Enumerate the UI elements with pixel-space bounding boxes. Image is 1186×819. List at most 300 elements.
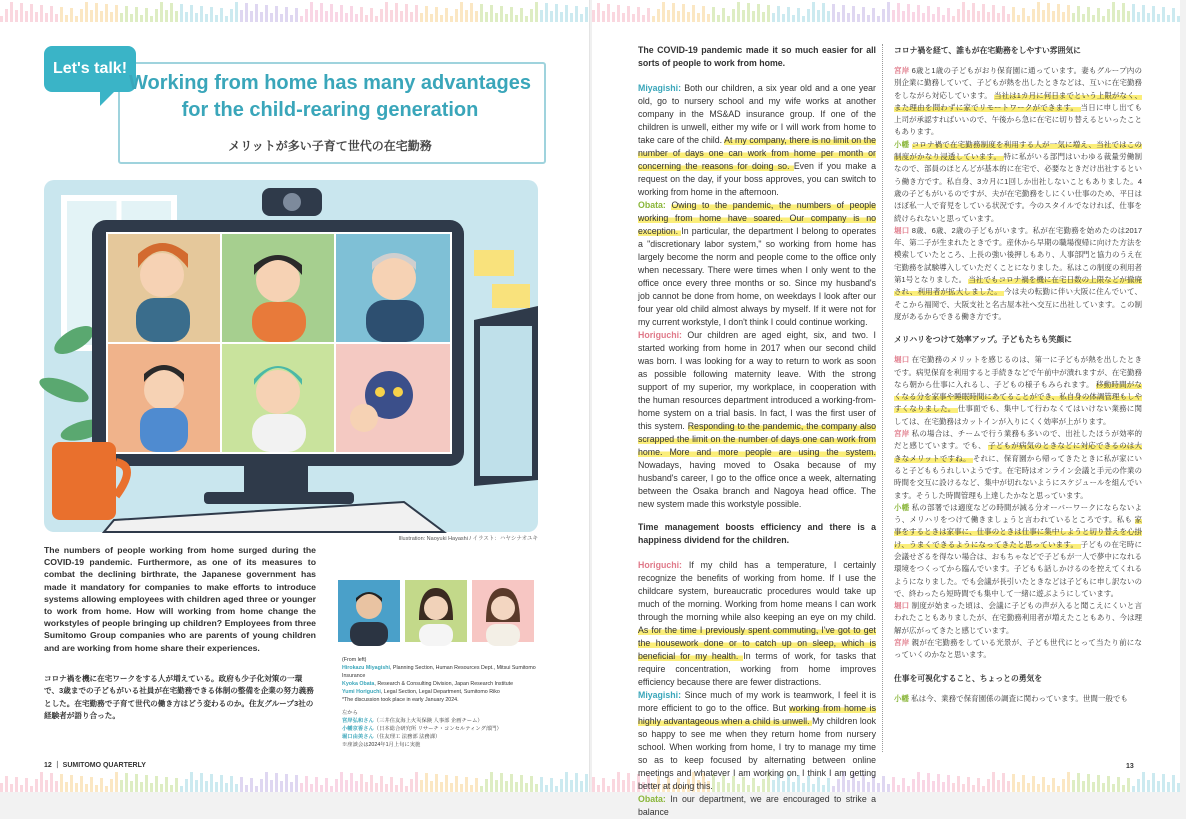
highlighted-text: 家事をするときは家事に、仕事のときは仕事に集中しようと切り替えを心掛け、うまくできるようになってきたと思っています。 — [894, 515, 1142, 549]
stripe-bar — [962, 784, 965, 792]
stripe-bar — [717, 15, 720, 22]
stripe-bar — [430, 781, 433, 792]
stripe-bar — [1047, 3, 1050, 22]
stripe-bar — [215, 782, 218, 792]
speaker-name: Miyagishi: — [638, 690, 685, 700]
stripe-bar — [235, 784, 238, 792]
stripe-bar — [757, 4, 760, 22]
stripe-bar — [245, 3, 248, 22]
stripe-bar — [325, 778, 328, 792]
stripe-bar — [195, 780, 198, 792]
section-heading-en-2: Time management boosts efficiency and there is a happiness dividend for the children. — [638, 522, 876, 545]
stripe-bar — [932, 14, 935, 22]
stripe-bar — [997, 13, 1000, 22]
right-page — [592, 0, 1180, 817]
stripe-bar — [1142, 772, 1145, 792]
stripe-bar — [320, 785, 323, 792]
stripe-bar — [1172, 8, 1175, 22]
stripe-bar — [1062, 12, 1065, 22]
stripe-bar — [255, 4, 258, 22]
stripe-bar — [602, 778, 605, 792]
stripe-bar — [520, 8, 523, 22]
profile-entry — [342, 717, 542, 725]
section-heading-jp-1: コロナ禍を経て、誰もが在宅勤務をしやすい雰囲気に — [894, 46, 1081, 55]
stripe-bar — [150, 783, 153, 792]
stripe-bar — [1162, 7, 1165, 22]
stripe-bar — [165, 10, 168, 22]
stripe-bar — [270, 13, 273, 22]
stripe-bar — [265, 5, 268, 22]
highlighted-text: 当社でもコロナ禍を機に在宅日数の上限などが撤廃され、利用者が拡大しました。 — [894, 275, 1142, 297]
stripe-bar — [957, 9, 960, 22]
profiles-from-left: (From left) — [342, 657, 367, 663]
stripe-bar — [1052, 11, 1055, 22]
stripe-bar — [597, 785, 600, 792]
stripe-bar — [617, 772, 620, 792]
stripe-bar — [1127, 11, 1130, 22]
stripe-bar — [60, 774, 63, 792]
stripe-bar — [20, 785, 23, 792]
profile-name: 堀口由美さん — [342, 734, 374, 740]
stripe-bar — [435, 7, 438, 22]
stripe-bar — [722, 8, 725, 22]
stripe-bar — [475, 778, 478, 792]
stripe-bar — [50, 6, 53, 22]
stripe-bar — [285, 774, 288, 792]
stripe-bar — [1107, 9, 1110, 22]
stripe-bar — [380, 776, 383, 792]
stripe-bar — [400, 11, 403, 22]
stripe-bar — [480, 4, 483, 22]
stripe-bar — [350, 6, 353, 22]
paragraph-text: 親が在宅勤務をしている光景が、子ども世代にとって当たり前になっていくのかなと思います。 — [894, 638, 1142, 660]
stripe-bar — [80, 9, 83, 22]
highlighted-text: At my company, there is no limit on the number of days one can work from home per month or concerning the reasons for doing so. — [638, 135, 876, 171]
stripe-bar — [65, 782, 68, 792]
stripe-bar — [787, 7, 790, 22]
stripe-bar — [75, 783, 78, 792]
stripe-bar — [15, 777, 18, 792]
stripe-bar — [35, 779, 38, 792]
stripe-bar — [10, 784, 13, 792]
stripe-bar — [310, 784, 313, 792]
stripe-bar — [897, 785, 900, 792]
stripe-bar — [1092, 782, 1095, 792]
stripe-bar — [530, 776, 533, 792]
stripe-bar — [300, 783, 303, 792]
stripe-bar — [110, 779, 113, 792]
stripe-bar — [977, 778, 980, 792]
section-heading-en-1: The COVID-19 pandemic made it so much easier for all sorts of people to work from home. — [638, 45, 876, 68]
stripe-bar — [677, 11, 680, 22]
stripe-bar — [1022, 8, 1025, 22]
stripe-bar — [1057, 786, 1060, 792]
stripe-bar — [877, 16, 880, 22]
stripe-bar — [1107, 776, 1110, 792]
stripe-bar — [1077, 6, 1080, 22]
stripe-bar — [90, 777, 93, 792]
stripe-bar — [260, 779, 263, 792]
stripe-bar — [345, 780, 348, 792]
stripe-bar — [1122, 785, 1125, 792]
paragraph — [638, 793, 876, 819]
stripe-bar — [25, 778, 28, 792]
paragraph — [894, 428, 1142, 502]
stripe-bar — [802, 16, 805, 22]
stripe-bar — [657, 9, 660, 22]
paragraph-text: Since much of my work is teamwork, I feel it is more efficient to go to the office. But — [638, 690, 876, 713]
stripe-bar — [1007, 781, 1010, 792]
stripe-bar — [95, 3, 98, 22]
speaker-name: 堀口 — [894, 601, 912, 611]
stripe-bar — [25, 11, 28, 22]
stripe-bar — [1087, 7, 1090, 22]
stripe-bar — [120, 13, 123, 22]
stripe-bar — [907, 786, 910, 792]
stripe-bar — [490, 5, 493, 22]
paragraph-text: 8歳、6歳、2歳の子どもがいます。私が在宅勤務を始めたのは2017年、第二子が生まれたときです。産休から早期の職場復帰に向けた方法を模索していたところ、上長の強い後押しもあり、人事部門と協力のうえ在宅勤務を試験導入していただくことになりました。私はこの制度の利用者第1号となりました。 — [894, 225, 1142, 285]
profiles-jp-list — [342, 717, 542, 741]
stripe-bar — [50, 773, 53, 792]
stripe-bar — [160, 784, 163, 792]
stripe-bar — [230, 9, 233, 22]
stripe-bar — [607, 4, 610, 22]
stripe-bar — [1117, 777, 1120, 792]
stripe-bar — [360, 774, 363, 792]
stripe-bar — [555, 4, 558, 22]
paragraph-text: 今は夫の転勤に伴い大阪に住んでいて、そこから福岡で、大阪支社と名古屋本社へ交互に出社しています。この制度があるからできる働き方です。 — [894, 287, 1142, 321]
stripe-bar — [807, 9, 810, 22]
stripe-bar — [210, 7, 213, 22]
stripe-bar — [355, 14, 358, 22]
stripe-bar — [1007, 14, 1010, 22]
stripe-bar — [565, 5, 568, 22]
profile-name: 小幡京香さん — [342, 726, 374, 732]
stripe-bar — [320, 3, 323, 22]
paragraph — [894, 637, 1142, 662]
decorative-stripe — [0, 0, 590, 22]
stripe-bar — [215, 15, 218, 22]
stripe-bar — [140, 782, 143, 792]
stripe-bar — [410, 779, 413, 792]
stripe-bar — [10, 2, 13, 22]
stripe-bar — [250, 778, 253, 792]
english-column — [638, 44, 876, 819]
stripe-bar — [175, 11, 178, 22]
stripe-bar — [55, 14, 58, 22]
highlighted-text: As for the time I previously spent commuting, I've got to get the housework done or to catch up on sleep, which is beneficial for my health. — [638, 625, 876, 661]
stripe-bar — [225, 16, 228, 22]
profiles-jp-note: ※座談会は2024年1月上旬に実施 — [342, 742, 421, 748]
stripe-bar — [580, 781, 583, 792]
stripe-bar — [1017, 782, 1020, 792]
stripe-bar — [882, 776, 885, 792]
stripe-bar — [370, 775, 373, 792]
stripe-bar — [747, 3, 750, 22]
stripe-bar — [1127, 778, 1130, 792]
stripe-bar — [822, 3, 825, 22]
stripe-bar — [570, 780, 573, 792]
paragraph — [894, 139, 1142, 225]
stripe-bar — [922, 13, 925, 22]
stripe-bar — [385, 2, 388, 22]
paragraph — [894, 502, 1142, 600]
stripe-bar — [495, 13, 498, 22]
stripe-bar — [545, 785, 548, 792]
stripe-bar — [270, 780, 273, 792]
stripe-bar — [415, 772, 418, 792]
stripe-bar — [220, 775, 223, 792]
stripe-bar — [255, 786, 258, 792]
stripe-bar — [1122, 3, 1125, 22]
stripe-bar — [170, 785, 173, 792]
stripe-bar — [355, 781, 358, 792]
stripe-bar — [1067, 772, 1070, 792]
stripe-bar — [837, 12, 840, 22]
stripe-bar — [445, 8, 448, 22]
stripe-bar — [967, 10, 970, 22]
stripe-bar — [120, 780, 123, 792]
illustration-credit: Illustration: Naoyuki Hayashi / イラスト：ハヤシナオユキ — [398, 536, 538, 542]
stripe-bar — [490, 772, 493, 792]
stripe-bar — [575, 773, 578, 792]
paragraph-text: 私は今、業務で保育園係の調査に関わっています。世間一般でも — [911, 693, 1128, 703]
section-body-jp-3 — [894, 693, 1142, 705]
stripe-bar — [1132, 4, 1135, 22]
stripe-bar — [982, 786, 985, 792]
stripe-bar — [155, 776, 158, 792]
paragraph-text: 在宅勤務のメリットを感じるのは、第一に子どもが熱を出したときです。病児保育を利用すると手続きなどで午前中が潰れますが、在宅勤務なら朝から仕事に入れるし、子どもの様子もみられます。 — [894, 355, 1142, 389]
stripe-bar — [632, 14, 635, 22]
stripe-bar — [505, 781, 508, 792]
highlighted-text: 移動時間がなくなる分を家事や睡眠時間にあてることができ、私自身の体調管理もしやすくなりました。 — [894, 379, 1143, 414]
stripe-bar — [540, 777, 543, 792]
stripe-bar — [40, 772, 43, 792]
stripe-bar — [150, 16, 153, 22]
stripe-bar — [365, 15, 368, 22]
stripe-bar — [852, 6, 855, 22]
stripe-bar — [480, 786, 483, 792]
paragraph-text: 子どもの在宅時に会議せざるを得ない場合は、おもちゃなどで子どもが一人で夢中になれる環境をつくってから臨んでいます。子どもも話しかけるのを控えてくれるようになりました。でも会議が長引いたときなどは子どもに申し訳ないので、終わったら短時間でも集中して一緒に遊ぶようにしています。 — [894, 539, 1143, 598]
left-page — [0, 0, 590, 792]
stripe-bar — [85, 2, 88, 22]
stripe-bar — [607, 786, 610, 792]
stripe-bar — [565, 772, 568, 792]
stripe-bar — [105, 786, 108, 792]
profiles-jp-from-left: 左から — [342, 710, 358, 716]
stripe-bar — [827, 11, 830, 22]
stripe-bar — [390, 10, 393, 22]
stripe-bar — [627, 6, 630, 22]
stripe-bar — [832, 4, 835, 22]
stripe-bar — [992, 5, 995, 22]
stripe-bar — [612, 12, 615, 22]
profile-description: , Research & Consulting Division, Japan Research Institute — [374, 681, 514, 687]
profile-description: （三井住友海上火災保険 人事部 企画チーム） — [373, 718, 483, 724]
stripe-bar — [205, 14, 208, 22]
stripe-bar — [555, 786, 558, 792]
stripe-bar — [420, 13, 423, 22]
paragraph-text: 仕事面でも、集中して行わなくてはいけない業務に関しては、在宅勤務はカットインが入りにくく効率が上がります。 — [894, 404, 1142, 426]
stripe-bar — [295, 775, 298, 792]
paragraph-text: In our department, we are encouraged to strike a balance — [638, 794, 876, 817]
stripe-bar — [455, 9, 458, 22]
stripe-bar — [450, 16, 453, 22]
stripe-bar — [1052, 778, 1055, 792]
speaker-name: 宮岸 — [894, 638, 912, 648]
stripe-bar — [575, 6, 578, 22]
speaker-name: 小幡 — [894, 693, 912, 703]
paragraph-text: My children look so happy to see me when they return home from nursery school. When working from home, I try to manage my time so as to keep focused by alternating between online meetings and whatever I am working on. I think I am getting better at doing this. — [638, 716, 876, 791]
stripe-bar — [982, 4, 985, 22]
stripe-bar — [622, 13, 625, 22]
stripe-bar — [210, 774, 213, 792]
stripe-bar — [20, 3, 23, 22]
stripe-bar — [1012, 7, 1015, 22]
stripe-bar — [737, 2, 740, 22]
paragraph — [638, 199, 876, 329]
stripe-bar — [817, 10, 820, 22]
stripe-bar — [205, 781, 208, 792]
section-body-en-2 — [638, 559, 876, 819]
stripe-bar — [405, 786, 408, 792]
stripe-bar — [380, 9, 383, 22]
stripe-bar — [485, 779, 488, 792]
profile-description: （住友理工 法務部 法務課） — [373, 734, 441, 740]
participant-profiles — [342, 656, 542, 749]
stripe-bar — [155, 9, 158, 22]
paragraph — [894, 225, 1142, 323]
stripe-bar — [280, 781, 283, 792]
stripe-bar — [937, 7, 940, 22]
stripe-bar — [45, 780, 48, 792]
stripe-bar — [135, 7, 138, 22]
stripe-bar — [390, 777, 393, 792]
stripe-bar — [15, 10, 18, 22]
stripe-bar — [85, 784, 88, 792]
paragraph — [638, 82, 876, 199]
stripe-bar — [240, 777, 243, 792]
profile-entry — [342, 688, 542, 696]
stripe-bar — [627, 773, 630, 792]
stripe-bar — [952, 16, 955, 22]
stripe-bar — [997, 780, 1000, 792]
speaker-name: Miyagishi: — [638, 83, 685, 93]
subtitle-jp: メリットが多い子育て世代の在宅勤務 — [228, 139, 432, 153]
section-heading-jp-2: メリハリをつけて効率アップ。子どもたちも笑顔に — [894, 335, 1072, 345]
stripe-bar — [967, 777, 970, 792]
stripe-bar — [100, 11, 103, 22]
stripe-bar — [742, 10, 745, 22]
title-line-2: for the child-rearing generation — [181, 99, 479, 121]
highlighted-text: Owing to the pandemic, the numbers of people working from home have soared. Our company is no exception. — [638, 200, 876, 236]
speaker-name: Obata: — [638, 200, 672, 210]
stripe-bar — [762, 12, 765, 22]
profile-description: , Legal Section, Legal Department, Sumitomo Riko — [380, 689, 500, 695]
stripe-bar — [40, 5, 43, 22]
stripe-bar — [1167, 15, 1170, 22]
stripe-bar — [592, 777, 595, 792]
stripe-bar — [510, 7, 513, 22]
stripe-bar — [560, 12, 563, 22]
stripe-bar — [1057, 4, 1060, 22]
stripe-bar — [175, 778, 178, 792]
video-call-illustration — [44, 180, 538, 532]
stripe-bar — [812, 2, 815, 22]
paragraph-text: 私の部署では適度などの時間が減る分オーバーワークにならないよう、メリハリをつけて働きましょうと言われているところです。私も — [894, 502, 1143, 525]
stripe-bar — [662, 2, 665, 22]
speaker-name: 堀口 — [894, 355, 912, 365]
stripe-bar — [360, 7, 363, 22]
stripe-bar — [170, 3, 173, 22]
stripe-bar — [877, 783, 880, 792]
highlighted-text: working from home is highly advantageous when a child is unwell. — [638, 703, 876, 726]
profile-description: , Planning Section, Human Resources Dept., Mitsui Sumitomo Insurance — [342, 665, 536, 679]
stripe-bar — [245, 785, 248, 792]
profiles-en-list — [342, 664, 542, 696]
stripe-bar — [550, 11, 553, 22]
stripe-bar — [972, 3, 975, 22]
stripe-bar — [1177, 783, 1180, 792]
illustration-svg — [44, 180, 538, 532]
stripe-bar — [942, 15, 945, 22]
stripe-bar — [580, 14, 583, 22]
paragraph-text: 制度が始まった頃は、会議に子どもの声が入ると聞こえにくいと言われたこともありましたが、在宅勤務利用者が増えたこともあり、今は理解が広がってきたと感じています。 — [894, 601, 1142, 635]
stripe-bar — [1102, 16, 1105, 22]
stripe-bar — [325, 11, 328, 22]
stripe-bar — [160, 2, 163, 22]
stripe-bar — [315, 777, 318, 792]
stripe-bar — [937, 774, 940, 792]
stripe-bar — [872, 8, 875, 22]
stripe-bar — [330, 786, 333, 792]
stripe-bar — [370, 8, 373, 22]
stripe-bar — [1112, 2, 1115, 22]
stripe-bar — [585, 7, 588, 22]
highlighted-text: Responding to the pandemic, the company also scrapped the limit on the number of days one can work from home. More and more people are using the system. — [638, 421, 876, 457]
stripe-bar — [280, 14, 283, 22]
profile-name: Kyoka Obata — [342, 681, 375, 687]
stripe-bar — [1017, 15, 1020, 22]
stripe-bar — [460, 784, 463, 792]
avatar-horiguchi — [472, 580, 534, 642]
stripe-bar — [550, 778, 553, 792]
stripe-bar — [917, 5, 920, 22]
stripe-bar — [612, 779, 615, 792]
decorative-stripe — [0, 770, 590, 792]
stripe-bar — [190, 5, 193, 22]
stripe-bar — [1167, 782, 1170, 792]
stripe-bar — [1062, 779, 1065, 792]
paragraph-text: If my child has a temperature, I certainly recognize the benefits of working from home. If I use the childcare system, bureaucratic procedures would take up much of the morning. Working from home means I can work through the morning while also keeping an eye on my child. — [638, 560, 876, 622]
section-body-jp-2 — [894, 354, 1142, 661]
stripe-bar — [115, 5, 118, 22]
stripe-bar — [300, 16, 303, 22]
stripe-bar — [395, 3, 398, 22]
stripe-bar — [752, 11, 755, 22]
stripe-bar — [1042, 10, 1045, 22]
stripe-bar — [70, 8, 73, 22]
decorative-stripe — [592, 0, 1180, 22]
stripe-bar — [672, 3, 675, 22]
stripe-bar — [602, 11, 605, 22]
profile-name: Hirokazu Miyagishi — [342, 665, 390, 671]
stripe-bar — [145, 8, 148, 22]
stripe-bar — [345, 13, 348, 22]
stripe-bar — [1082, 14, 1085, 22]
japanese-column — [894, 44, 1142, 705]
stripe-bar — [922, 780, 925, 792]
